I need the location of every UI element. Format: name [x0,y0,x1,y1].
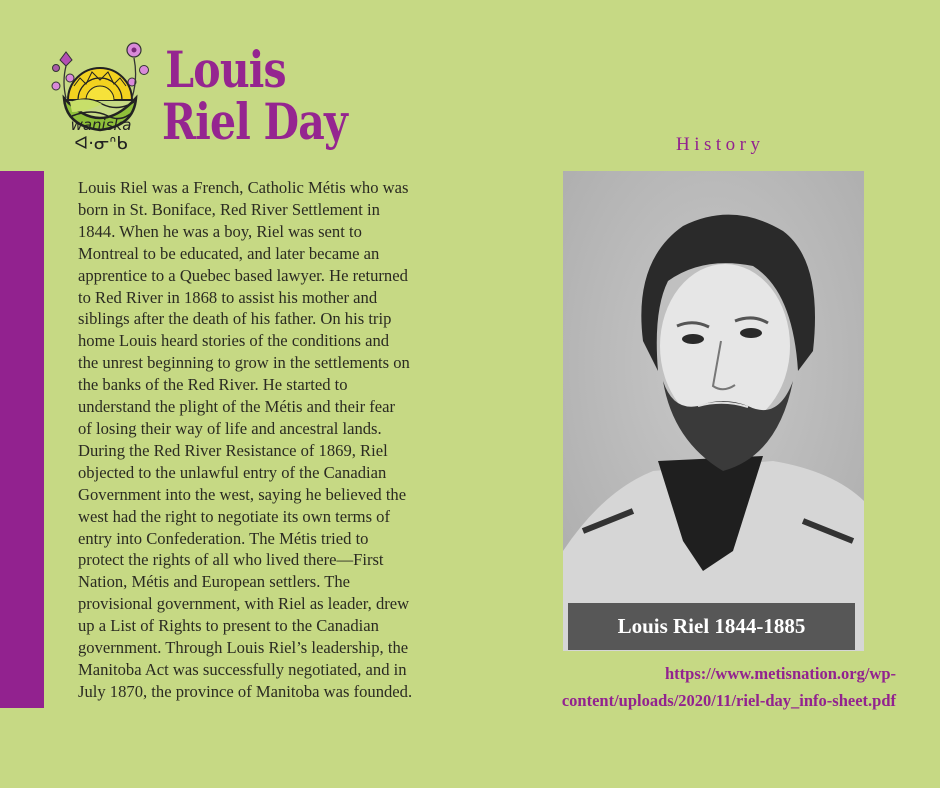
portrait-illustration [563,171,864,651]
source-link-line-1[interactable]: https://www.metisnation.org/wp- [664,664,896,683]
body-line: protect the rights of all who lived there—First [78,550,384,570]
page-title [162,40,347,151]
logo-wordmark: waniska [70,116,132,134]
portrait-photo [563,171,864,651]
body-line: provisional government, with Riel as leader, drew [78,594,410,614]
body-line: Government into the west, saying he believed the [78,484,407,504]
logo-syllabics: ᐊ·ᓂᐢᑲ [74,133,128,154]
body-line: siblings after the death of his father. On his trip [78,309,392,329]
source-link[interactable] [456,660,896,714]
body-line: During the Red River Resistance of 1869, Riel [78,440,388,460]
body-line: objected to the unlawful entry of the Canadian [78,462,387,482]
body-line: of losing their way of life and ancestral lands. [78,418,382,438]
body-line: Louis Riel was a French, Catholic Métis who was [78,178,409,197]
body-line: entry into Confederation. The Métis tried to [78,528,369,548]
body-line: government. Through Louis Riel’s leadership, the [78,638,409,658]
body-line: July 1870, the province of Manitoba was founded. [78,681,413,701]
title-line-2: Riel Day [162,92,347,151]
body-line: understand the plight of the Métis and their fear [78,397,396,417]
body-line: 1844. When he was a boy, Riel was sent to [78,221,362,241]
section-label-history: History [676,134,765,155]
source-link-line-2[interactable]: content/uploads/2020/11/riel-day_info-sheet.pdf [561,691,896,710]
body-line: the unrest beginning to grow in the settlements on [78,353,410,373]
body-line: Nation, Métis and European settlers. The [78,572,351,592]
body-line: apprentice to a Quebec based lawyer. He returned [78,265,408,285]
waniska-logo [46,38,154,156]
body-line: born in St. Boniface, Red River Settlement in [78,199,380,219]
body-line: home Louis heard stories of the conditions and [78,331,390,351]
body-line: up a List of Rights to present to the Canadian [78,616,379,636]
body-line: to Red River in 1868 to assist his mother and [78,287,378,307]
body-line: the banks of the Red River. He started to [78,375,348,395]
body-line: Manitoba Act was successfully negotiated, and in [78,659,407,679]
body-line: west had the right to negotiate its own terms of [78,506,390,526]
title-line-1: Louis [165,40,286,99]
history-body-text [78,177,450,703]
body-line: Montreal to be educated, and later became an [78,243,380,263]
accent-side-bar [0,171,44,708]
photo-caption: Louis Riel 1844-1885 [568,603,855,650]
